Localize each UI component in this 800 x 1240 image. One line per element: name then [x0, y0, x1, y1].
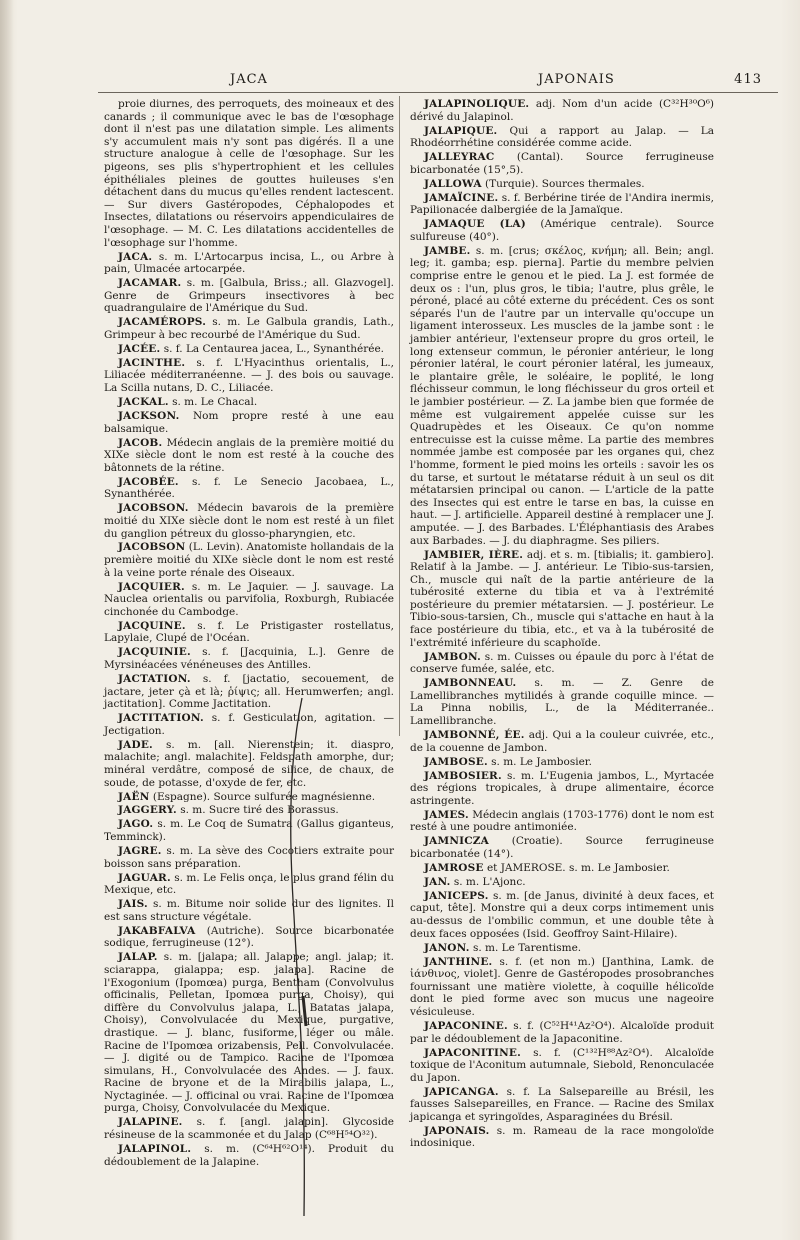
entry-text: adj. Nom d'un acide (C³²H³⁰O⁶) dérivé du Jalapinol.	[410, 98, 714, 123]
dictionary-entry	[410, 890, 714, 940]
pencil-mark	[284, 696, 320, 1216]
entry-headword: JACINTHE.	[118, 356, 186, 369]
dictionary-entry	[104, 98, 394, 249]
entry-text: s. f. La Centaurea jacea, L., Synanthérée.	[163, 342, 385, 355]
entry-headword: JAIS.	[118, 898, 148, 911]
dictionary-entry	[104, 541, 394, 579]
entry-text: s. m. Le Coq de Sumatra (Gallus giganteus, Temminck).	[104, 818, 394, 844]
entry-headword: JACÉE.	[118, 342, 161, 355]
dictionary-entry	[104, 581, 394, 619]
entry-text: s. m. [jalapa; all. Jalappe; angl. jalap; it. sciarappa, gialappa; esp. jalapa]. Racine de l'Exogonium (Ipomœa) purga, Bentham (Convolvulus officinalis, Pelletan, Ipomœa purga, Choisy), qui diffère du Convolvulus jalapa, L., Batatas jalapa, Choisy), Convolvulacée du Mexique, purgative, drastique. — J. blanc, fusiforme, léger ou mâle. Racine de l'Ipomœa orizabensis, Pell. Convolvulacée. — J. digité ou de Tampico. Racine de l'Ipomœa simulans, H., Convolvulacée des Andes. — J. faux. Racine de bryone et de la Mirabilis jalapa, L., Nyctaginée. — J. officinal ou vrai. Racine de l'Ipomœa purga, Choisy, Convolvulacée du Mexique.	[104, 951, 394, 1115]
dictionary-entry	[104, 712, 394, 737]
dictionary-entry	[410, 835, 714, 860]
entry-headword: JALLEYRAC	[424, 151, 495, 164]
entry-headword: JACQUIER.	[118, 580, 185, 593]
entry-text: Médecin anglais (1703-1776) dont le nom est resté à une poudre antimoniée.	[410, 808, 715, 834]
entry-headword: JAËN	[118, 790, 150, 803]
dictionary-entry	[104, 396, 394, 409]
dictionary-entry	[104, 251, 394, 276]
entry-text: s. m. Le Jaquier. — J. sauvage. La Nauclea orientalis ou parvifolia, Roxburgh, Rubiacée cinchonée du Cambodge.	[104, 580, 394, 618]
entry-headword: JALAPINE.	[118, 1116, 183, 1129]
entry-text: s. m. Le Felis onça, le plus grand félin du Mexique, etc.	[104, 871, 395, 897]
entry-headword: JAGGERY.	[118, 804, 177, 817]
dictionary-entry	[104, 804, 394, 817]
dictionary-entry	[410, 809, 714, 834]
entry-headword: JAMES.	[424, 808, 469, 821]
entry-text: s. m. (C⁶⁴H⁶²O¹⁴). Produit du dédoublement de la Jalapine.	[104, 1143, 394, 1168]
dictionary-entry	[410, 677, 714, 727]
running-header	[98, 72, 778, 92]
entry-text: s. m. [all. Nierenstein; it. diaspro, malachite; angl. malachite]. Feldspath amorphe, dur; minéral verdâtre, composé de silice, de chaux, de soude, de potasse, d'oxyde de fer, etc.	[104, 738, 394, 789]
dictionary-entry	[104, 818, 394, 843]
page-number: 413	[734, 72, 762, 87]
entry-headword: JAMBONNEAU.	[424, 677, 517, 690]
entry-headword: JAMBOSE.	[424, 755, 488, 768]
entry-text: s. m. Le Galbula grandis, Lath., Grimpeur à bec recourbé de l'Amérique du Sud.	[104, 316, 395, 341]
entry-text: adj. Qui a la couleur cuivrée, etc., de la couenne de Jambon.	[410, 729, 714, 754]
entry-text: s. m. [crus; σκέλος, κνήμη; all. Bein; angl. leg; it. gamba; esp. pierna]. Partie du membre pelvien comprise entre le genou et le pied. La J. est formée de deux os : l'un, plus gros, le tibia; l'autre, plus grêle, le péroné, placé au côté externe du précédent. Ces os sont séparés l'un de l'autre par un intervalle qu'occupe un ligament interosseux. Les muscles de la jambe sont : le jambier antérieur, l'extenseur propre du gros orteil, le long extenseur commun, le péronier antérieur, le long péronier latéral, le court péronier latéral, les jumeaux, le plantaire grêle, le soléaire, le poplité, le long fléchisseur commun, le long fléchisseur du gros orteil et le jambier postérieur. — Z. La jambe bien que formée de même est vulgairement appelée cuisse sur les Quadrupèdes et les Oiseaux. Ce qu'on nomme entrecuisse est la cuisse même. La partie des membres nommée jambe est composée par les organes qui, chez l'homme, forment le pied moins les orteils : savoir les os du tarse, et surtout le métatarse réduit à un seul os dit métatarsien principal ou canon. — L'article de la patte des Insectes qui est entre le tarse en bas, la cuisse en haut. — J. artificielle. Appareil destiné à remplacer une J. amputée. — J. des Barbades. L'Éléphantiasis des Arabes aux Barbades. — J. du diaphragme. Ses piliers.	[410, 244, 714, 547]
entry-text: s. m. Le Tarentisme.	[472, 941, 582, 954]
entry-headword: JACQUINIE.	[118, 646, 191, 659]
entry-headword: JANTHINE.	[424, 955, 493, 968]
entry-text: (Autriche). Source bicarbonatée sodique, ferrugineuse (12°).	[104, 924, 394, 950]
dictionary-entry	[104, 845, 394, 870]
entry-text: s. m. — Z. Genre de Lamellibranches mytilidés à grande coquille mince. — La Pinna nobilis, L., de la Méditerranée.. Lamellibranche.	[410, 677, 714, 728]
dictionary-entry	[104, 357, 394, 395]
dictionary-entry	[104, 316, 394, 341]
entry-headword: JAKABFALVA	[118, 924, 196, 937]
entry-text: s. m. Cuisses ou épaule du porc à l'état de conserve fumée, salée, etc.	[410, 650, 714, 676]
entry-headword: JAMBONNÉ, ÉE.	[424, 729, 525, 741]
entry-text: (Croatie). Source ferrugineuse bicarbonatée (14°).	[410, 835, 714, 860]
dictionary-entry	[104, 343, 394, 356]
dictionary-entry	[410, 756, 714, 769]
entry-text: (Cantal). Source ferrugineuse bicarbonatée (15°,5).	[410, 151, 714, 176]
binding-shadow	[0, 0, 14, 1240]
entry-text: Médecin anglais de la première moitié du XIXe siècle dont le nom est resté à la couche des bâtonnets de la rétine.	[104, 436, 395, 474]
entry-headword: JACKAL.	[118, 396, 169, 408]
dictionary-entry	[410, 178, 714, 191]
dictionary-entry	[104, 277, 394, 315]
dictionary-entry	[104, 1116, 394, 1141]
dictionary-entry	[410, 245, 714, 547]
entry-headword: JACOB.	[118, 436, 163, 449]
header-right-word: JAPONAIS	[538, 72, 615, 87]
entry-headword: JACAMÉROPS.	[118, 316, 207, 329]
dictionary-entry	[104, 437, 394, 475]
dictionary-entry	[104, 502, 394, 540]
entry-text: s. f. (C⁵²H⁴¹Az²O⁴). Alcaloïde produit par le dédoublement de la Japaconitine.	[410, 1019, 714, 1045]
entry-headword: JAGRE.	[118, 845, 162, 858]
dictionary-entry	[104, 410, 394, 435]
entry-text: adj. et s. m. [tibialis; it. gambiero]. Relatif à la Jambe. — J. antérieur. Le Tibio-sus-tarsien, Ch., muscle qui naît de la partie antérieure de la tubérosité externe du tibia et va à l'extrémité postérieure du premier métatarsien. — J. postérieur. Le Tibio-sous-tarsien, Ch., muscle qui s'attache en haut à la face postérieure du tibia, etc., et va à la tubérosité de l'extrémité inférieure du scaphoïde.	[410, 548, 714, 649]
entry-headword: JALAPINOL.	[118, 1143, 192, 1156]
dictionary-entry	[410, 1047, 714, 1085]
entry-headword: JAGUAR.	[118, 871, 171, 884]
dictionary-entry	[410, 218, 714, 243]
entry-text: s. m. Sucre tiré des Borassus.	[180, 804, 339, 817]
entry-text: proie diurnes, des perroquets, des moineaux et des canards ; il communique avec le bas de l'œsophage dont il n'est pas une dilatation simple. Les aliments s'y accumulent mais n'y sont pas digérés. Il a une structure analogue à celle de l'œsophage. Sur les pigeons, ses plis s'hypertrophient et les cellules épithéliales pleines de gouttes huileuses s'en détachent dans du mucus qu'elles rendent lactescent. — Sur divers Gastéropodes, Céphalopodes et Insectes, dilatations ou réservoirs appendiculaires de l'œsophage. — M. C. Les dilatations accidentelles de l'œsophage sur l'homme.	[104, 98, 394, 249]
entry-headword: JALAPIQUE.	[424, 124, 498, 137]
header-rule	[98, 92, 778, 93]
entry-text: s. f. Le Pristigaster rostellatus, Lapylaie, Clupé de l'Océan.	[104, 619, 394, 645]
entry-text: s. f. L'Hyacinthus orientalis, L., Liliacée méditerranéenne. — J. des bois ou sauvage. La Scilla nutans, D. C., Liliacée.	[104, 356, 395, 395]
entry-text: s. f. Gesticulation, agitation. — Jectigation.	[104, 712, 395, 737]
entry-text: s. m. Le Chacal.	[172, 396, 258, 408]
entry-text: s. m. L'Eugenia jambos, L., Myrtacée des régions tropicales, à drupe alimentaire, écorce astringente.	[410, 769, 714, 807]
entry-headword: JANICEPS.	[424, 889, 489, 902]
entry-text: s. f. [jactatio, secouement, de jactare, jeter çà et là; ῥίψις; all. Herumwerfen; angl. jactitation]. Comme Jactitation.	[104, 672, 395, 711]
dictionary-entry	[410, 876, 714, 889]
dictionary-entry	[104, 620, 394, 645]
entry-headword: JAPONAIS.	[424, 1124, 490, 1137]
entry-text: s. f. La Salsepareille au Brésil, les fausses Salsepareilles, en France. — Racine des Smilax japicanga et syringoïdes, Asparaginées du Brésil.	[410, 1085, 714, 1123]
entry-headword: JAPACONITINE.	[424, 1046, 521, 1059]
entry-headword: JALAP.	[118, 951, 158, 964]
dictionary-entry	[104, 925, 394, 950]
entry-text: Qui a rapport au Jalap. — La Rhodéorrhétine considérée comme acide.	[410, 124, 714, 150]
entry-headword: JAMAÏCINE.	[424, 191, 499, 204]
entry-headword: JACQUINE.	[118, 619, 186, 632]
entry-text: s. m. Bitume noir solide dur des lignites. Il est sans structure végétale.	[104, 898, 394, 923]
entry-headword: JACOBSON	[118, 541, 186, 554]
entry-text: s. f. [angl. jalapin]. Glycoside résineuse de la scammonée et du Jalap (C⁶⁸H⁵⁴O³²).	[104, 1116, 395, 1142]
entry-headword: JALLOWA	[424, 177, 482, 190]
entry-text: (Espagne). Source sulfurée magnésienne.	[152, 790, 376, 803]
entry-text: s. f. Le Senecio Jacobaea, L., Synanthérée.	[104, 475, 394, 501]
entry-text: s. f. (C¹³²H⁸⁸Az²O⁴). Alcaloïde toxique de l'Aconitum autumnale, Siebold, Renonculacée du Japon.	[410, 1046, 714, 1084]
entry-headword: JACAMAR.	[118, 277, 182, 290]
dictionary-entry	[104, 739, 394, 789]
entry-text: Nom propre resté à une eau balsamique.	[104, 409, 394, 435]
entry-headword: JAMNICZA	[424, 835, 490, 848]
dictionary-entry	[104, 1143, 394, 1168]
entry-text: Médecin bavarois de la première moitié du XIXe siècle dont le nom est resté à un filet du ganglion pétreux du glosso-pharyngien, etc.	[104, 502, 394, 540]
dictionary-entry	[410, 1125, 714, 1150]
dictionary-entry	[410, 549, 714, 650]
dictionary-entry	[410, 1086, 714, 1124]
dictionary-entry	[410, 125, 714, 150]
entry-text: s. f. [Jacquinia, L.]. Genre de Myrsinéacées vénéneuses des Antilles.	[104, 646, 394, 671]
dictionary-entry	[410, 651, 714, 676]
entry-headword: JAMBE.	[424, 244, 471, 257]
dictionary-entry	[410, 729, 714, 754]
entry-text: s. m. La sève des Cocotiers extraite pour boisson sans préparation.	[104, 845, 394, 870]
entry-text: (L. Levin). Anatomiste hollandais de la première moitié du XIXe siècle dont le nom est resté à la veine porte rénale des Oiseaux.	[104, 541, 395, 579]
entry-headword: JAMBOSIER.	[424, 769, 502, 782]
entry-headword: JACTATION.	[118, 672, 191, 685]
dictionary-entry	[104, 872, 394, 897]
entry-headword: JAMROSE	[424, 861, 484, 874]
entry-headword: JAN.	[424, 875, 451, 888]
dictionary-entry	[104, 646, 394, 671]
entry-text: s. m. [Galbula, Briss.; all. Glazvogel]. Genre de Grimpeurs insectivores à bec quadrangulaire de l'Amérique du Sud.	[104, 277, 394, 315]
entry-text: s. m. Rameau de la race mongoloïde indosinique.	[410, 1124, 714, 1150]
entry-headword: JAMBIER, IÈRE.	[424, 548, 524, 561]
entry-headword: JAMAQUE (LA)	[424, 218, 526, 231]
dictionary-entry	[410, 770, 714, 808]
column-divider	[399, 96, 400, 736]
entry-headword: JAPICANGA.	[424, 1085, 499, 1098]
dictionary-entry	[410, 151, 714, 176]
entry-headword: JACOBÉE.	[118, 475, 179, 488]
dictionary-entry	[104, 791, 394, 804]
left-column	[104, 98, 394, 1170]
entry-headword: JADE.	[118, 738, 153, 751]
dictionary-entry	[104, 951, 394, 1115]
entry-text: s. m. Le Jambosier.	[491, 755, 592, 768]
entry-text: s. m. L'Ajonc.	[453, 875, 526, 888]
header-left-word: JACA	[230, 72, 268, 87]
dictionary-entry	[104, 476, 394, 501]
entry-headword: JACKSON.	[118, 409, 180, 422]
entry-headword: JAMBON.	[424, 650, 481, 663]
entry-headword: JANON.	[424, 941, 470, 954]
entry-text: s. m. [de Janus, divinité à deux faces, et caput, tête]. Monstre qui a deux corps intimement unis au-dessus de l'ombilic commun, et une double tête à deux faces opposées (Isid. Geoffroy Saint-Hilaire).	[410, 889, 714, 940]
entry-text: et JAMEROSE. s. m. Le Jambosier.	[486, 861, 670, 874]
dictionary-entry	[410, 862, 714, 875]
entry-headword: JACTITATION.	[118, 712, 204, 725]
dictionary-entry	[410, 192, 714, 217]
dictionary-entry	[410, 942, 714, 955]
entry-text: (Amérique centrale). Source sulfureuse (40°).	[410, 218, 714, 243]
entry-text: s. f. (et non m.) [Janthina, Lamk. de ἰάνθινος, violet]. Genre de Gastéropodes prosobranches fournissant une matière violette, à coquille hélicoïde dont le pied forme avec son mucus une nageoire vésiculeuse.	[410, 955, 714, 1018]
entry-text: s. f. Berbérine tirée de l'Andira inermis, Papilionacée dalbergiée de la Jamaïque.	[410, 191, 714, 217]
entry-headword: JACA.	[118, 250, 153, 263]
entry-headword: JAGO.	[118, 818, 154, 831]
dictionary-entry	[410, 98, 714, 123]
entry-text: (Turquie). Sources thermales.	[485, 177, 645, 190]
dictionary-entry	[410, 1020, 714, 1045]
dictionary-entry	[104, 898, 394, 923]
entry-text: s. m. L'Artocarpus incisa, L., ou Arbre à pain, Ulmacée artocarpée.	[104, 250, 395, 276]
entry-headword: JALAPINOLIQUE.	[424, 98, 530, 110]
right-column	[410, 98, 714, 1151]
dictionary-entry	[104, 673, 394, 711]
entry-headword: JAPACONINE.	[424, 1019, 508, 1032]
entry-headword: JACOBSON.	[118, 502, 189, 515]
dictionary-entry	[410, 956, 714, 1019]
